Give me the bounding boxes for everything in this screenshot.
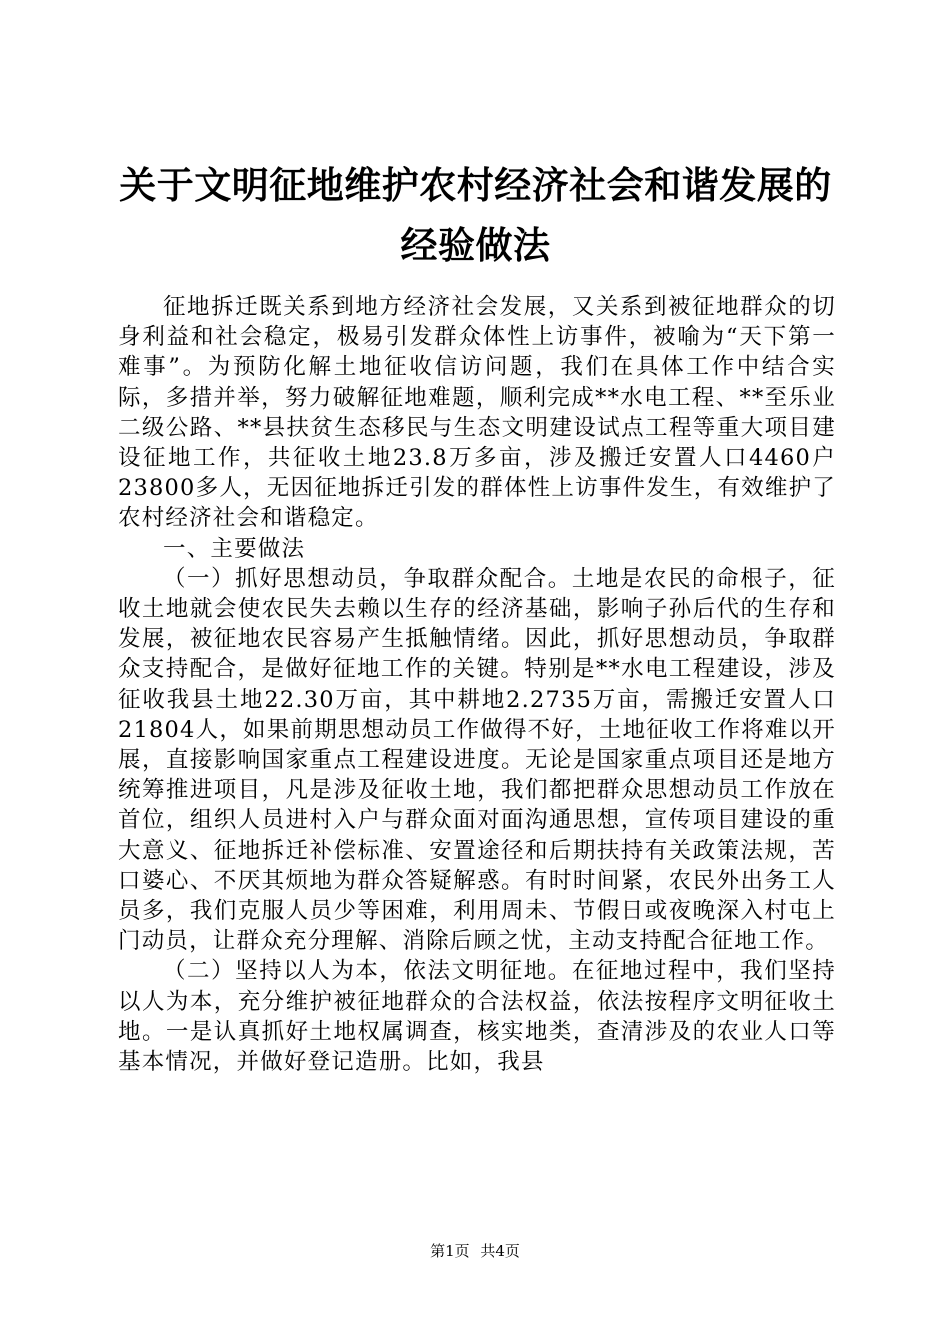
page-total: 共4页	[480, 1242, 520, 1260]
page-footer	[0, 1241, 950, 1261]
document-title: 关于文明征地维护农村经济社会和谐发展的经验做法	[119, 164, 832, 267]
page-number: 第1页	[430, 1242, 470, 1260]
paragraph-intro: 征地拆迁既关系到地方经济社会发展，又关系到被征地群众的切身利益和社会稳定，极易引发群众体性上访事件，被喻为“天下第一难事”。为预防化解土地征收信访问题，我们在具体工作中结合实际，多措并举，努力破解征地难题，顺利完成**水电工程、**至乐业二级公路、**县扶贫生态移民与生态文明建设试点工程等重大项目建设征地工作，共征收土地23.8万多亩，涉及搬迁安置人口4460户23800多人，无因征地拆迁引发的群体性上访事件发生，有效维护了农村经济社会和谐稳定。	[118, 294, 836, 532]
section-heading-main-methods: 一、主要做法	[163, 535, 306, 562]
paragraph-method-1: （一）抓好思想动员，争取群众配合。土地是农民的命根子，征收土地就会使农民失去赖以生存的经济基础，影响子孙后代的生存和发展，被征地农民容易产生抵触情绪。因此，抓好思想动员，争取群众支持配合，是做好征地工作的关键。特别是**水电工程建设，涉及征收我县土地22.30万亩，其中耕地2.2735万亩，需搬迁安置人口21804人，如果前期思想动员工作做得不好，土地征收工作将难以开展，直接影响国家重点工程建设进度。无论是国家重点项目还是地方统筹推进项目，凡是涉及征收土地，我们都把群众思想动员工作放在首位，组织人员进村入户与群众面对面沟通思想，宣传项目建设的重大意义、征地拆迁补偿标准、安置途径和后期扶持有关政策法规，苦口婆心、不厌其烦地为群众答疑解惑。有时时间紧，农民外出务工人员多，我们克服人员少等困难，利用周未、节假日或夜晚深入村屯上门动员，让群众充分理解、消除后顾之忧，主动支持配合征地工作。	[118, 565, 836, 955]
document-body	[118, 292, 836, 1077]
paragraph-method-2: （二）坚持以人为本，依法文明征地。在征地过程中，我们坚持以人为本，充分维护被征地群众的合法权益，依法按程序文明征收土地。一是认真抓好土地权属调查，核实地类，查清涉及的农业人口等基本情况，并做好登记造册。比如，我县	[118, 958, 836, 1076]
